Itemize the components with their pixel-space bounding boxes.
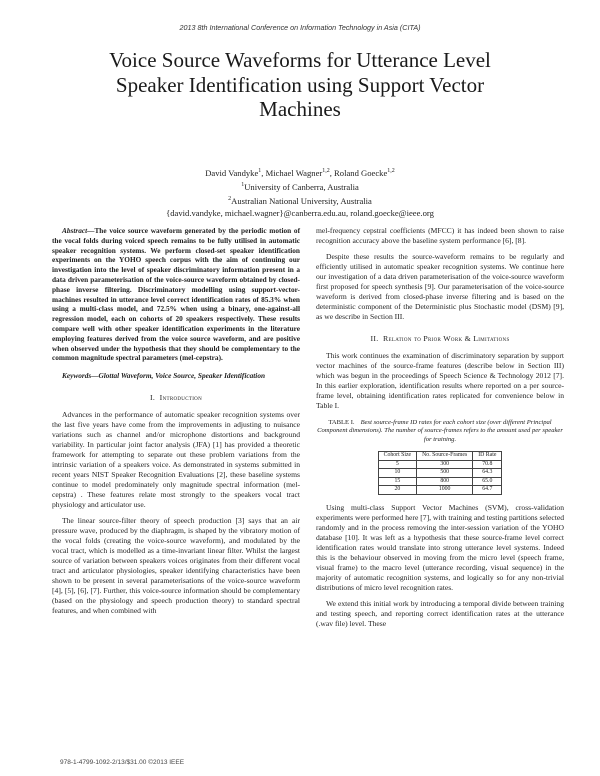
table-cell: 800 [417,477,473,486]
table-cell: 10 [378,469,417,478]
section-heading-prior-work: II. Relation to Prior Work & Limitations [370,334,510,343]
author-sup: 1 [258,168,262,174]
table-header-cell: ID Rate [473,452,502,461]
author-emails: {david.vandyke, michael.wagner}@canberra.edu.au, roland.goecke@ieee.org [166,207,434,218]
table-cell: 64.7 [473,486,502,495]
author-sup: 1,2 [387,168,395,174]
keywords: Keywords—Glottal Waveform, Voice Source, Speaker Identification [62,371,266,381]
title-line: Voice Source Waveforms for Utterance Level [109,48,491,72]
table-cell: 20 [378,486,417,495]
table-row [378,460,502,469]
table-cell: 64.3 [473,469,502,478]
paragraph: The linear source-filter theory of speech production [3] says that an air pressure wave, produced by the diaphragm, is shaped by the vibratory motion of the vocal folds (creating the voice-source waveform), and modulated by the vocal tract, which is modelled as a time-invariant linear filter. Whilst the largest source of variation between speakers voices originates from their different vocal tract and articulator physiologies, speaker identifying characteristics have been shown to be present in several parameterisations of the voice-source waveform [4], [5], [6], [7]. Further, this voice-source information should be complementary (based on the physiology and speech production theory) to standard spectral features, and when combined with [52,515,300,615]
table-row [378,477,502,486]
paragraph: Using multi-class Support Vector Machines (SVM), cross-validation experiments were performed here [7], with training and testing partitions selected randomly and in the process removing the inter-session variation of the YOHO database [10]. It was left as a hypothesis that these source-frame level correct identification rates would translate into strong utterance level systems. Indeed this is the behaviour observed in moving from the micro level (speech frame, visual frame) to the macro level (utterance recording, visual sequence) in the majority of automatic recognition systems, and logically so for any non-trivial distributions of micro level recognition rates. [316,502,564,592]
copyright-footer: 978-1-4799-1092-2/13/$31.00 ©2013 IEEE [60,759,185,766]
table-cell: 65.0 [473,477,502,486]
right-column [316,226,564,629]
section-heading-introduction: I. Introduction [150,392,202,402]
table-cell: 500 [417,469,473,478]
paragraph: This work continues the examination of discriminatory separation by support vector machines of the source-frame features (describe below in Section III) which was begun in the proceedings of Speech Science & Technology 2012 [7]. In this earlier exploration, identification results where reported on a per source-frame level, obtaining identification rates replicated for convenience below in Table I. [316,351,564,410]
table-header-cell: No. Source-Frames [417,452,473,461]
table-cell: 15 [378,477,417,486]
author-sup: 1,2 [322,168,330,174]
paragraph: mel-frequency cepstral coefficients (MFCC) it has indeed been shown to raise recognition accuracy above the baseline system performance [6], [8]. [316,226,564,245]
title-line: Speaker Identification using Support Vector [115,72,485,97]
conference-header: 2013 8th International Conference on Information Technology in Asia (CITA) [179,23,421,32]
author-name: David Vandyke [205,167,259,178]
table-row [378,469,502,478]
paragraph: Advances in the performance of automatic speaker recognition systems over the last five years have come from the improvements in adjusting to nuisance variations such as channel and/or microphone distortions and background variability. In particular joint factor analysis (JFA) [1] has provided a theoretic framework for attempting to separate out these problem variations from the intrinsic variation of a speakers voice. As demonstrated in systems submitted in recent years NIST Speaker Recognition Evaluations [2], these baseline systems continue to model predominately only magnitude spectral information (mel-cepstra) . These features relate most strongly to the speakers vocal tract physiology and articulator use. [52,409,300,509]
left-column [52,226,300,616]
table-cell: 300 [417,460,473,469]
paragraph: Despite these results the source-waveform remains to be regularly and efficiently utilised in automatic speaker recognition systems. We continue here our investigation of a data driven parameterisation of the voice-source waveform first proposed for speech synthesis [9]. Our parameterisation of the voice-source waveform is derived from closed-phase inverse filtering and is based on the deterministic component of the Deterministic plus Stochastic model (DSM) [9], as we describe in Section III. [316,252,564,321]
paper-title [40,48,560,122]
author-name: Michael Wagner [265,167,323,178]
table-caption: TABLE I. Best source-frame ID rates for each cohort size (over different Principal Component dimensions). The number of source-frames refers to the amount used per speaker for training. [317,419,563,443]
abstract: Abstract—The voice source waveform generated by the periodic motion of the vocal folds during voiced speech remains to be fully utilised in automatic speaker recognition systems. We perform closed-set speaker identification experiments on the YOHO speech corpus with the aim of continuing our investigation into the level of speaker discriminatory information present in a data driven parameterisation of the voice-source waveform obtained by closed-phase inverse filtering. Discriminatory modelling using support-vector-machines resulted in utterance level correct identification rates of 85.3% when using a multi-class model, and 72.5% when using a binary, one-against-all regression model, each on cohorts of 20 speakers respectively. These results compare well with other speaker identification experiments in the literature employing features derived from the voice source waveform, and are positive when observed under the hypothesis that they should be complementary to the common magnitude spectral parameters (mel-cepstra). [52,226,300,363]
author-names: David Vandyke$^1$, Michael Wagner$^{1,2}$, Roland Goecke$^{1,2}$ [205,167,395,178]
table-cell: 70.8 [473,460,502,469]
affiliation: $^1$University of Canberra, Australia [241,181,359,192]
table-header-cell: Cohort Size [378,452,417,461]
author-block [0,165,600,219]
title-line: Machines [259,97,341,121]
table-cell: 1000 [417,486,473,495]
table-header-row [378,452,502,461]
results-table [378,451,503,495]
author-name: Roland Goecke [334,167,388,178]
table-cell: 5 [378,460,417,469]
paragraph: We extend this initial work by introducing a temporal divide between training and testing speech, and reporting correct identification rates at the utterance (.wav file) level. These [316,598,564,628]
affiliation: $^2$Australian National University, Australia [228,195,372,206]
table-row [378,486,502,495]
